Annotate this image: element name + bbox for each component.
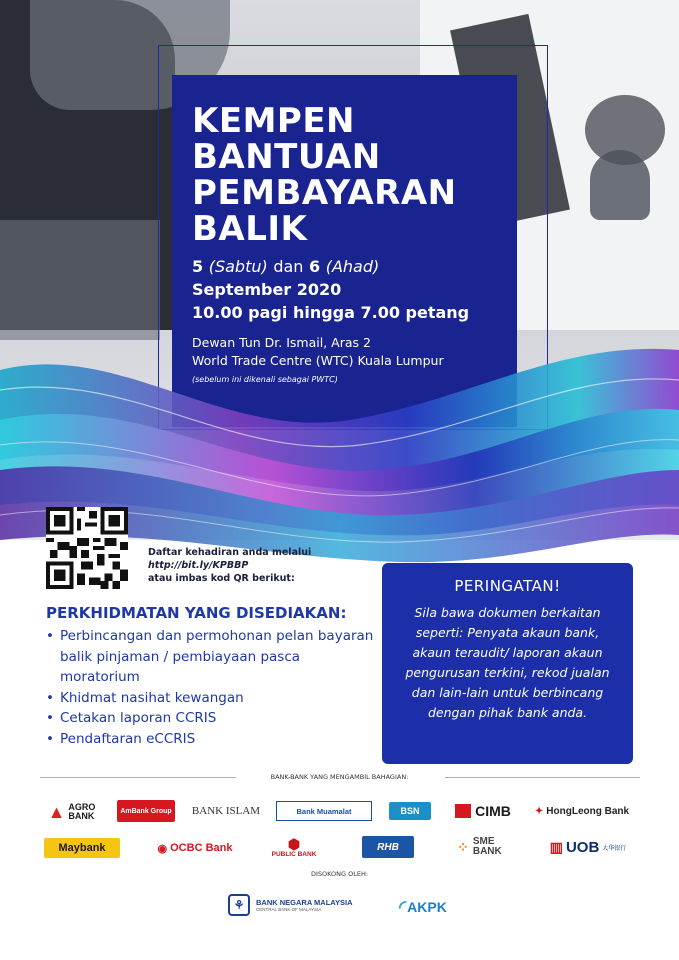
registration-url-link[interactable]: http://bit.ly/KPBBP [148, 560, 249, 571]
registration-line: Daftar kehadiran anda melalui [148, 547, 312, 558]
date-day1-name: (Sabtu) [208, 257, 268, 276]
agrobank-text: AGRO BANK [68, 802, 96, 821]
sme-bank-icon: ⁘ [457, 838, 469, 855]
sme-bank-text: SME BANK [472, 836, 502, 857]
rhb-logo [362, 836, 414, 858]
ambank-logo [117, 800, 175, 822]
date-day2: 6 [309, 257, 321, 276]
list-item: • Perbincangan dan permohonan pelan bayaran balik pinjaman / pembiayaan pasca moratorium [46, 626, 376, 688]
registration-info [148, 546, 311, 585]
bank-islam-logo [187, 802, 265, 820]
venue-line: World Trade Centre (WTC) Kuala Lumpur [192, 353, 444, 368]
registration-line: atau imbas kod QR berikut: [148, 573, 295, 584]
reminder-box [382, 563, 633, 764]
agrobank-icon: ▲ [47, 801, 66, 822]
akpk-icon: ◜ [399, 896, 407, 917]
event-date-days [192, 255, 497, 278]
title-line: PEMBAYARAN [192, 173, 457, 213]
list-item: • Pendaftaran eCCRIS [46, 729, 376, 750]
public-bank-logo [262, 832, 326, 862]
public-bank-text: PUBLIC BANK [271, 850, 317, 858]
list-item: • Cetakan laporan CCRIS [46, 708, 376, 729]
list-item: • Khidmat nasihat kewangan [46, 688, 376, 709]
cimb-icon [455, 804, 471, 818]
bank-muamalat-text: Bank Muamalat [296, 806, 352, 816]
venue-line: Dewan Tun Dr. Ismail, Aras 2 [192, 335, 371, 350]
uob-text: UOB [565, 838, 600, 856]
date-day1: 5 [192, 257, 204, 276]
ocbc-logo [150, 838, 240, 858]
event-time: 10.00 pagi hingga 7.00 petang [192, 303, 470, 322]
qr-code[interactable] [46, 507, 128, 589]
reminder-title: PERINGATAN! [454, 577, 561, 595]
ocbc-icon: ◉ [157, 842, 168, 855]
photo-plant-leaves [585, 95, 665, 165]
maybank-logo [44, 838, 120, 858]
bank-islam-text: BANK ISLAM [191, 805, 261, 817]
uob-logo [540, 836, 636, 858]
agrobank-logo [44, 800, 102, 824]
hong-leong-icon: ✦ [534, 805, 544, 817]
venue-note: (sebelum ini dikenali sebagai PWTC) [192, 375, 338, 384]
title-line: BANTUAN [192, 137, 381, 177]
event-date-month: September 2020 [192, 280, 342, 299]
uob-chinese-text: 大华银行 [602, 845, 627, 852]
akpk-logo [388, 890, 458, 924]
akpk-text: AKPK [407, 899, 447, 915]
bnm-subtitle: CENTRAL BANK OF MALAYSIA [256, 907, 322, 912]
ocbc-text: OCBC Bank [170, 842, 233, 854]
bnm-name: BANK NEGARA MALAYSIA [256, 898, 353, 907]
hong-leong-logo [528, 802, 636, 820]
ambank-text: AmBank Group [120, 807, 172, 815]
maybank-text: Maybank [58, 842, 106, 854]
title-line: KEMPEN [192, 101, 356, 141]
date-day2-name: (Ahad) [325, 257, 380, 276]
uob-icon: ▥ [549, 838, 563, 855]
bnm-icon: ⚘ [228, 894, 250, 916]
photo-desk [0, 220, 160, 340]
reminder-body: Sila bawa dokumen berkaitan seperti: Penyata akaun bank, akaun teraudit/ laporan akaun pengurusan terkini, rekod jualan dan lain-lain untuk berbincang dengan pihak bank anda. [405, 605, 610, 720]
hong-leong-text: HongLeong Bank [546, 805, 630, 817]
bank-muamalat-logo [276, 801, 372, 821]
rhb-text: RHB [377, 841, 399, 853]
bnm-logo [228, 890, 378, 920]
date-and: dan [273, 257, 304, 276]
services-title: PERKHIDMATAN YANG DISEDIAKAN: [46, 604, 347, 622]
title-line: BALIK [192, 209, 308, 249]
bsn-logo [389, 802, 431, 820]
cimb-text: CIMB [475, 803, 511, 819]
banks-label: BANK-BANK YANG MENGAMBIL BAHAGIAN: [270, 773, 409, 781]
cimb-logo [449, 800, 517, 822]
bsn-text: BSN [400, 806, 420, 816]
public-bank-icon: ⬢ [287, 835, 301, 852]
sme-bank-logo [450, 834, 520, 860]
services-list [46, 626, 376, 749]
supporters-label: DISOKONG OLEH: [310, 870, 369, 878]
event-title [192, 103, 497, 247]
